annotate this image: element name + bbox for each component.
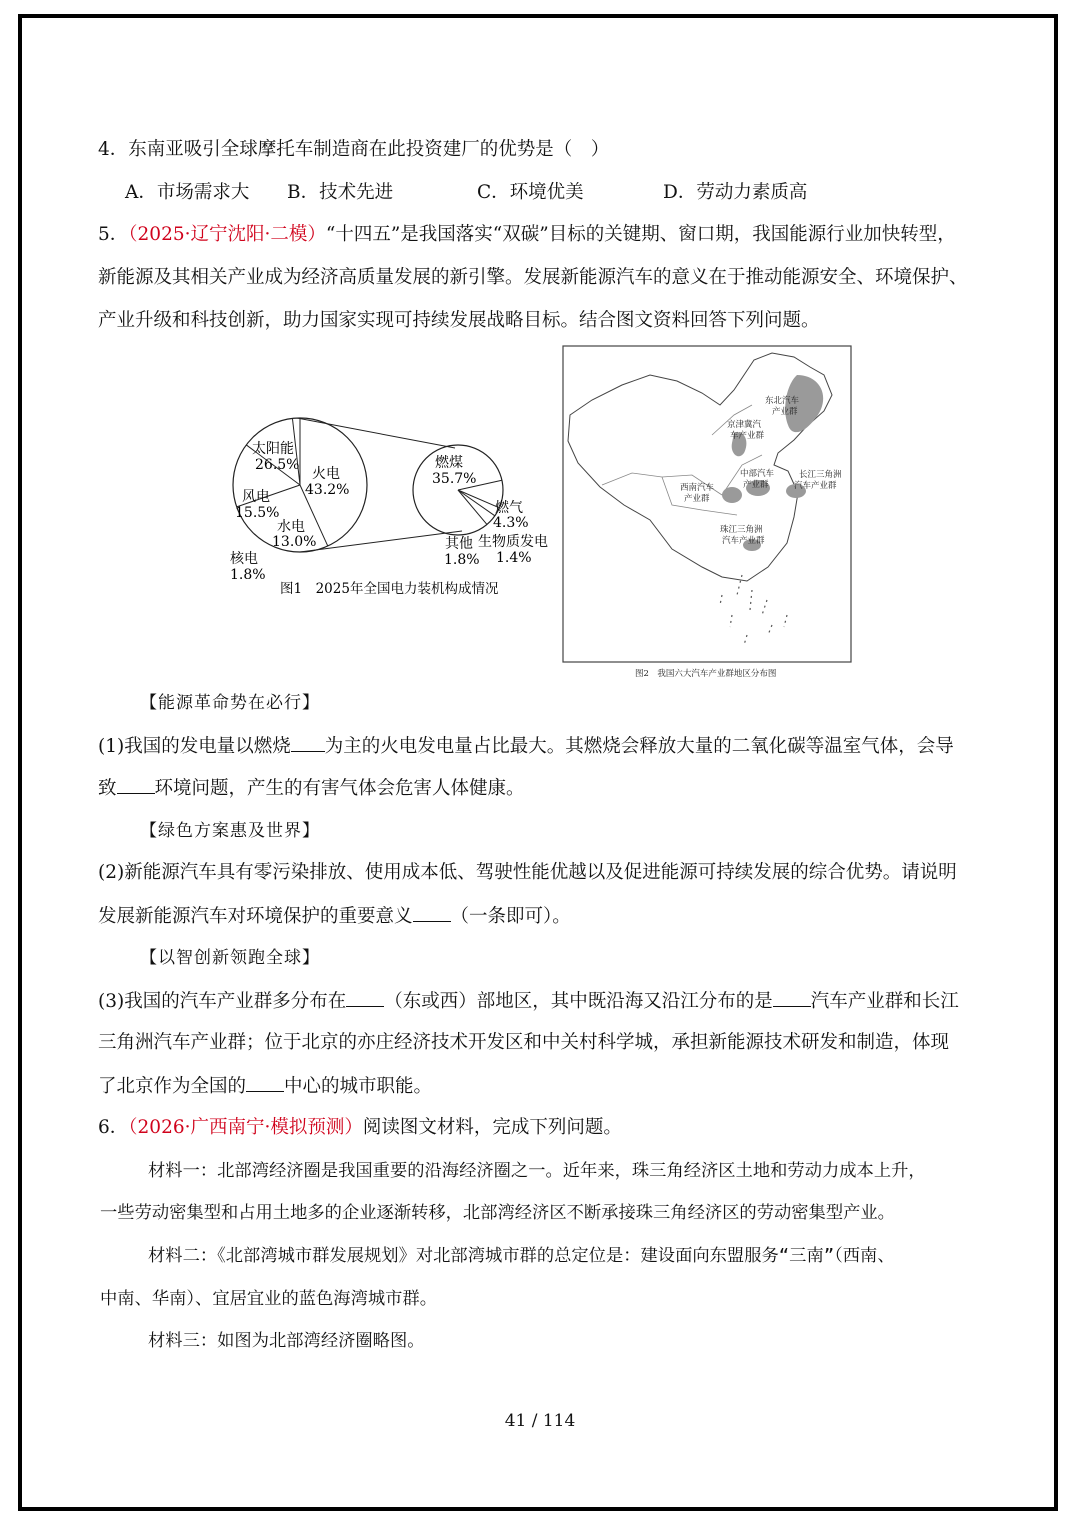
cluster-jingjinji-l1: 京津冀汽 xyxy=(727,420,762,430)
value-coal: 35.7% xyxy=(432,471,477,487)
value-biomass: 1.4% xyxy=(496,550,532,566)
q5-sub3-text-f: 中心的城市职能。 xyxy=(284,1076,433,1097)
label-thermal: 火电 xyxy=(312,466,340,482)
q6-material1-line2: 一些劳动密集型和占用土地多的企业逐渐转移，北部湾经济区不断承接珠三角经济区的劳动密集型产业。 xyxy=(100,1203,895,1223)
value-solar: 26.5% xyxy=(255,457,300,473)
q4-stem: 4．东南亚吸引全球摩托车制造商在此投资建厂的优势是（ ） xyxy=(98,139,610,160)
q5-sub3-text-e: 了北京作为全国的 xyxy=(98,1076,247,1097)
label-other: 其他 xyxy=(445,536,473,552)
auto-industry-map xyxy=(562,345,852,680)
label-hydro: 水电 xyxy=(277,519,305,535)
q5-sub2-text-b: 发展新能源汽车对环境保护的重要意义 xyxy=(98,906,413,927)
cluster-prd-l1: 珠江三角洲 xyxy=(720,525,763,535)
cluster-southwest-area xyxy=(722,487,742,503)
section-energy-revolution: 【能源革命势在必行】 xyxy=(140,693,320,713)
q5-line1 xyxy=(98,222,956,248)
value-thermal: 43.2% xyxy=(305,482,350,498)
cluster-northeast-l1: 东北汽车 xyxy=(765,396,800,406)
chart-title: 图1 2025年全国电力装机构成情况 xyxy=(280,581,499,597)
q5-source: （2025·辽宁沈阳·二模） xyxy=(128,224,326,245)
label-nuclear: 核电 xyxy=(230,551,258,567)
label-coal: 燃煤 xyxy=(435,455,463,471)
q5-sub3-text-b: （东或西）部地区，其中既沿海又沿江分布的是 xyxy=(384,991,773,1012)
q6-material3: 材料三：如图为北部湾经济圈略图。 xyxy=(148,1331,425,1351)
answer-blank-3[interactable] xyxy=(413,903,451,922)
q5-sub3-text-c: 汽车产业群和长江 xyxy=(810,991,959,1012)
q6-source: （2026·广西南宁·模拟预测） xyxy=(128,1117,363,1138)
label-solar: 太阳能 xyxy=(252,441,294,457)
q5-sub1-text-d: 环境问题，产生的有害气体会危害人体健康。 xyxy=(154,778,525,799)
q4-option-a: A．市场需求大 xyxy=(125,182,250,203)
label-biomass: 生物质发电 xyxy=(478,534,548,550)
value-other: 1.8% xyxy=(444,552,480,568)
answer-blank-1[interactable] xyxy=(291,733,325,752)
q5-sub1-text-c: 致 xyxy=(98,778,117,799)
cluster-southwest-l1: 西南汽车 xyxy=(680,483,715,493)
q6-material2-line1: 材料二：《北部湾城市群发展规划》对北部湾城市群的总定位是：建设面向东盟服务“三南”（西南、 xyxy=(148,1246,895,1266)
value-hydro: 13.0% xyxy=(272,534,317,550)
q5-sub1-line1 xyxy=(98,733,954,760)
cluster-yangtze-l1: 长江三角洲 xyxy=(799,470,842,480)
section-green-plan: 【绿色方案惠及世界】 xyxy=(140,821,320,841)
q5-sub3-line1 xyxy=(98,988,959,1015)
q5-sub2-text-c: （一条即可）。 xyxy=(450,906,571,927)
q5-sub2-line1: (2)新能源汽车具有零污染排放、使用成本低、驾驶性能优越以及促进能源可持续发展的综合优势。请说明 xyxy=(98,862,957,883)
answer-blank-5[interactable] xyxy=(773,988,811,1007)
label-gas: 燃气 xyxy=(495,500,523,516)
q4-option-b: B．技术先进 xyxy=(287,182,394,203)
cluster-northeast-l2: 产业群 xyxy=(772,407,798,417)
value-wind: 15.5% xyxy=(235,505,280,521)
q5-number: 5． xyxy=(98,224,129,245)
q5-sub1-line2 xyxy=(98,775,525,802)
q6-material2-line2: 中南、华南）、宜居宜业的蓝色海湾城市群。 xyxy=(100,1289,437,1309)
answer-blank-4[interactable] xyxy=(346,988,384,1007)
cluster-southwest-l2: 产业群 xyxy=(684,494,710,504)
q5-sub3-line3 xyxy=(98,1073,432,1100)
cluster-jingjinji-l2: 车产业群 xyxy=(730,431,765,441)
q6-line1 xyxy=(98,1115,622,1141)
answer-blank-2[interactable] xyxy=(117,775,155,794)
map-caption: 图2 我国六大汽车产业群地区分布图 xyxy=(635,669,777,679)
q5-sub3-line2: 三角洲汽车产业群；位于北京的亦庄经济技术开发区和中关村科学城，承担新能源技术研发和制造，体现 xyxy=(98,1032,950,1053)
cluster-central-l2: 产业群 xyxy=(743,480,769,490)
q5-sub1-text-b: 为主的火电发电量占比最大。其燃烧会释放大量的二氧化碳等温室气体，会导 xyxy=(324,736,954,757)
section-innovation: 【以智创新领跑全球】 xyxy=(140,948,320,968)
value-gas: 4.3% xyxy=(493,515,529,531)
q5-line3: 产业升级和科技创新，助力国家实现可持续发展战略目标。结合图文资料回答下列问题。 xyxy=(98,310,820,331)
cluster-yangtze-l2: 汽车产业群 xyxy=(794,481,837,491)
q5-line2: 新能源及其相关产业成为经济高质量发展的新引擎。发展新能源汽车的意义在于推动能源安全、环境保护、 xyxy=(98,267,968,288)
q6-stem: 阅读图文材料，完成下列问题。 xyxy=(362,1117,622,1138)
q5-sub2-line2 xyxy=(98,903,571,930)
q4-option-d: D．劳动力素质高 xyxy=(663,182,808,203)
q5-sub3-text-a: (3)我国的汽车产业群多分布在 xyxy=(98,991,347,1012)
q6-number: 6． xyxy=(98,1117,129,1138)
q4-option-c: C．环境优美 xyxy=(477,182,584,203)
q5-text1: “十四五”是我国落实“双碳”目标的关键期、窗口期，我国能源行业加快转型， xyxy=(325,224,956,245)
answer-blank-6[interactable] xyxy=(246,1073,284,1092)
cluster-prd-l2: 汽车产业群 xyxy=(722,536,765,546)
label-wind: 风电 xyxy=(242,489,270,505)
cluster-central-l1: 中部汽车 xyxy=(740,469,775,479)
q6-material1-line1: 材料一：北部湾经济圈是我国重要的沿海经济圈之一。近年来，珠三角经济区土地和劳动力成本上升， xyxy=(148,1161,926,1181)
page-number: 41 / 114 xyxy=(504,1411,576,1431)
q5-sub1-text-a: (1)我国的发电量以燃烧 xyxy=(98,736,291,757)
power-pie-chart xyxy=(220,415,560,605)
value-nuclear: 1.8% xyxy=(230,567,266,583)
